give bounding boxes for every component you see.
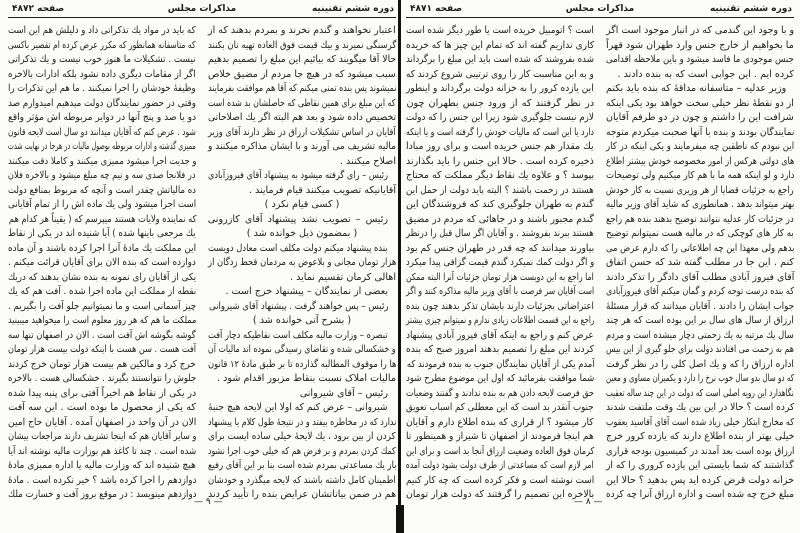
journal-title: مذاکرات مجلس (167, 4, 237, 14)
text-line (606, 242, 794, 257)
text-line-content: و با وجود این گندمی که در انبار موجود است اگر (605, 25, 794, 36)
text-line (208, 242, 396, 257)
text-line (8, 358, 196, 373)
text-line-content: گندم مجبور باشند و در جاهائی که مردم در مضیق (406, 213, 594, 225)
session-label: دوره ششم تقنینیه (311, 4, 394, 14)
text-line (8, 126, 196, 141)
text-line (406, 271, 594, 286)
session-label: دوره ششم تقنینیه (709, 4, 792, 14)
left-page (8, 0, 396, 533)
text-line (606, 430, 794, 445)
text-line (208, 184, 396, 199)
text-line-content: خرج کرد و مالکین هم بیست هزار تومان خرج کردند (8, 358, 196, 370)
text-line-content: یك مقدار هم جنس خریده است و برای روز مبادا (406, 141, 594, 152)
text-line-content: عرض کنم و راجع به اینکه آقای فیروز آبادی پیشنهاد (406, 329, 594, 341)
text-line-content: کرمان فوق العاده وضعیت ارزاق آنجا بد است و برای این (405, 445, 594, 457)
text-line-content: آقایان در اساس تشکیلات ارزاق در نظر دارند آقای وزیر (208, 126, 396, 138)
text-line-content: و به این مناسبت کار را روی ترتیبی شروع کردند که (406, 68, 594, 80)
text-line (606, 271, 794, 286)
text-line (406, 387, 594, 402)
text-line-content: خیلی بهتر از بنده اطلاع دارند که یازده کرور خرج (605, 431, 794, 442)
text-line-content: نیست . تشکیلات ما هنوز خوب نیست و یك تذکراتی (8, 54, 196, 65)
text-line-content: اگر از مقامات دیگری داده نشود بلکه ادارات بالاخره (8, 68, 196, 80)
text-line-content: وظیفهٔ خودشان را اجرا نمیکنند . ما هم این تذکرات را (8, 83, 196, 94)
text-line (208, 416, 396, 431)
text-line-content: جنوب آنقدر بد است که این معطلی کم اسباب تعویق (406, 402, 594, 413)
text-line-content: رئیس – تصویب نشد پیشنهاد آقای کازرونی (207, 213, 388, 225)
text-line (208, 53, 396, 68)
text-line-content: بعضی از نمایندگان – پیشنهاد خرج است . (225, 286, 388, 297)
text-line (8, 329, 196, 344)
text-line (606, 169, 794, 184)
text-line (208, 68, 396, 83)
text-line (208, 285, 396, 300)
text-line (606, 300, 794, 315)
text-line (8, 242, 196, 257)
text-line (606, 140, 794, 155)
text-line (8, 213, 196, 228)
text-line (8, 285, 196, 300)
text-line (8, 387, 196, 402)
text-line (208, 82, 396, 97)
text-line (606, 39, 794, 54)
text-line (8, 314, 196, 329)
text-line (208, 445, 396, 460)
text-line-content: کرده است ؟ حالا در این بین یك وقت ملتفت شدند (605, 402, 794, 413)
text-line (208, 24, 396, 39)
text-line-content: به کار های کوچکی که در مالیه هست نمیتوانم توضیح (606, 228, 794, 239)
text-line-content: دوازده است که بنده الان برای آقایان قرائت میکنم . (8, 257, 196, 268)
text-line (406, 372, 594, 387)
text-line-content: ده مالیاتش چقدر است و آنچه که مربوط بمنافع دولت (8, 184, 196, 196)
text-line (406, 126, 594, 141)
text-line-content: ارزاق بوده است بعد آمدند در کمیسیون بودجه قراری (605, 445, 794, 457)
text-line-content: که این مبلغ برای همین نقاطی که حاصلشان بد شده است (208, 97, 396, 109)
text-line (606, 401, 794, 416)
text-line-content: شما موافقت بفرمائید که اول این موضوع مطرح شود (405, 373, 594, 384)
text-line (208, 387, 396, 402)
text-line (8, 68, 196, 83)
text-line-content: هستند ببرند بفروشند . و آقایان اگر سال قبل را درنظر (406, 228, 594, 239)
text-line-content: دارد و لو اینکه همه ما با هم کار میکنیم ولی توضیحات (605, 170, 794, 181)
text-line-content: است آقایان سر فرصت با آقای وزیر مالیه مذاکره کنند و اگر (405, 286, 594, 297)
text-line-content: این نبودم که ناطقین چه میفرمایند و یکی اینکه در کار (605, 141, 794, 152)
text-line (8, 343, 196, 358)
text-line-content: هم به زحمت می افتادند دولت برای جلو گیری از این بیس (606, 344, 794, 355)
text-line (406, 285, 594, 300)
text-line (606, 227, 794, 242)
text-line (606, 82, 794, 97)
text-line (406, 53, 594, 68)
text-line-content: و جدیت اجرا میشود ممیزی میکنند و کاملا دقت میکنند (7, 155, 196, 167)
text-line-content: اعتراضاتی بجزئیات دارند بایشان تذکر بدهند چون بنده (406, 300, 594, 312)
text-line-content: که بنده درست توجه کردم و گمان میکنم آقای فیروزآبادی (605, 286, 794, 297)
text-line (208, 314, 396, 329)
text-line-content: ( بمضمون ذیل خوانده شد ) (246, 228, 358, 239)
text-line (606, 184, 794, 199)
text-line-content: دارد یا این است که مالیات خودش را گرفته است و یا اینکه (405, 126, 594, 138)
text-line-content: که باید در مواد یك تذکراتی داد و دلیلش هم این است (8, 25, 196, 36)
journal-title: مذاکرات مجلس (565, 4, 635, 14)
text-line (208, 213, 396, 228)
page-footer-number: — ۸ — (574, 497, 603, 507)
text-line (606, 97, 794, 112)
text-line (8, 111, 196, 126)
text-line-content: آقایانیکه تصویب میکنند قیام فرمایند . (248, 184, 396, 196)
text-line (606, 53, 794, 68)
text-line-content: هیچ شنیده اند که وزارت مالیه یا اداره ممیزی مادهٔ (8, 460, 196, 471)
page-gutter (398, 0, 401, 533)
text-line-content: کاری نداریم گفته اند که تمام این چیز ها که خریده (405, 39, 594, 51)
page-number: صفحه ۴۸۷۱ (410, 4, 463, 14)
text-line-content: امر لازم است که مساعدتی از طرف دولت بشود دولت آمده (406, 460, 594, 471)
text-line-content: ( کسی قیام نکرد ) (264, 199, 340, 210)
text-line (606, 387, 794, 402)
text-line (208, 198, 396, 213)
text-line-content: ( بشرح آتی خوانده شد ) (252, 315, 352, 326)
text-line-content: در فلانجا صدی سه و نیم چه مبلغ میشود و بالاخره فلان (8, 170, 196, 181)
text-line-content: راجع به این قسمت اطلاعات زیادی ندارم و نمیتوانم چیزی بیشتر (405, 315, 594, 326)
text-line-content: لازم نیست جلوگیری شود زیرا این جنس را که دولت (406, 112, 594, 123)
text-line (406, 82, 594, 97)
text-line-content: وزیر عدلیه – متاسفانه مداقهٔ که بنده باید بکنم (605, 83, 786, 94)
text-line (406, 488, 594, 503)
text-line-content: ندارد که در مخاطره بیفتد و در نتیجهٔ طول کلام یا پیشنهاد (207, 416, 396, 428)
text-line-content: اعتبار نخواهند و گندم نخرند و بمردم بدهند که از (208, 25, 396, 36)
text-line (8, 198, 196, 213)
text-line-content: اداره ارزاق را که و یك اصل کلی را در نظر گرفت (606, 358, 794, 370)
text-line-content: نمایندگان بودند و بنده با آنها صحبت میکردم متوجه (605, 126, 794, 138)
text-line (8, 53, 196, 68)
text-line-content: بدهم ولی معهذا این چه اطلاعاتی را که دارم عرض می (605, 242, 794, 254)
text-line-content: که نماینده ولایات هستند میپرسم که ( یقیناً هر کدام هم (8, 213, 196, 225)
text-line (8, 372, 196, 387)
text-line-content: کار میشود ؟ از قراری که بنده اطلاع دارم و آقایان (406, 416, 594, 428)
text-line-content: آمدم یکی از آقایان نمایندگان جنوب به بنده فرمودند که (406, 358, 594, 370)
text-line (606, 68, 794, 83)
text-line-content: چیز آسمانی است و ما نمیتوانیم جلو آفت را بگیریم . (7, 300, 196, 312)
text-line (8, 300, 196, 315)
text-line-content: نگاهدارد این رویه اصلی است که دولت در این چند ساله تعقیب (606, 387, 794, 399)
text-line-content: وقتی در حضور نمایندگان دولت میدهیم امیدوارم صد (8, 97, 196, 109)
text-line (208, 401, 396, 416)
text-line (406, 155, 594, 170)
text-line (208, 300, 396, 315)
text-line-content: اصلاح میکنند . (339, 155, 396, 167)
text-line (406, 111, 594, 126)
text-column-left (8, 24, 196, 503)
text-line-content: ذخیره کرده است . حالا این جنس را باید بگذارند (406, 155, 594, 167)
text-line (406, 140, 594, 155)
text-line (406, 430, 594, 445)
text-line-content: خزانه دولت قرض کرده اید پس بدهید ؟ حالا این (605, 474, 794, 486)
text-line (606, 285, 794, 300)
text-line (406, 24, 594, 39)
text-line (8, 271, 196, 286)
text-line (8, 445, 196, 460)
text-line-content: شده است . چند تا کاغذ هم بوزارت مالیه نوشته اند آیا (7, 445, 196, 457)
text-line-content: که متاسفانه همانطور که مکرر عرض کرده ام تقصیر باکسی (8, 39, 196, 51)
text-line-content: ممیزی گذشته و ادارات مربوطه بوصول مالیات در هرجا در نهایت شدت (8, 141, 196, 152)
text-line-content: گندم به طهران جلوگیری کند که فروشندگان این (406, 199, 594, 210)
text-line (208, 372, 396, 387)
text-line-content: مالیات املاک نسبت بنقاط مزبور اقدام شود . (217, 373, 396, 384)
text-line-content: که دو سال بدو سال خوب نرخ را دارد و یکمیزان مساوی و معین (605, 373, 794, 384)
text-line (606, 111, 794, 126)
text-line (8, 184, 196, 199)
text-line (406, 198, 594, 213)
text-line-content: نقطه از مملکت این ماده اجرا شده . آفت هم که یك (7, 286, 196, 297)
text-line (606, 155, 794, 170)
text-line-content: راجع به جزئیات قضایا از هر وزیری نسبت به کار خودش (606, 184, 794, 196)
text-line (208, 39, 396, 54)
text-line-content: اطمینان کامل داشته باشند که لایحه میگذرد و خودشان (208, 474, 396, 486)
text-line (208, 343, 396, 358)
text-line-content: حق فرصت لایحه دادن هم به بنده ندادند و گفتند وضعیات (406, 387, 594, 399)
right-page (406, 0, 794, 533)
text-line-content: اهالی کرمان تقسیم نماید . (290, 271, 396, 283)
text-line-content: آقای فیروز آبادی مطلب آقای دادگر را تذکر دادند (605, 271, 794, 283)
text-line (406, 416, 594, 431)
text-line-content: بهتر میتواند بدهد . همانطوری که شاید آقای وزیر مالیه (605, 199, 794, 210)
text-line (208, 488, 396, 503)
text-line (208, 155, 396, 170)
text-line (406, 401, 594, 416)
text-line-content: جنس موجودی ما فاسد میشود و باین ملاحظه اقدامی (606, 54, 794, 65)
text-line-content: این مملکت یك مادهٔ آنرا اجرا کرده باشند و آن ماده (7, 242, 196, 254)
text-line (8, 488, 196, 503)
text-line-content: بیاورند میدانند که چه قدر در طهران جنس کم بود (405, 242, 594, 254)
text-line-content: آفت هست . سن هست با اینکه دولت بیست هزار تومان (7, 344, 196, 355)
text-column-right (606, 24, 794, 503)
text-line-content: کردن از بین برود ، یك لایحهٔ خیلی ساده ایست برای (208, 431, 396, 442)
text-line-content: کرده ایم . این جوابی است که به بنده دادند . (617, 68, 794, 80)
text-line (406, 329, 594, 344)
text-line (8, 169, 196, 184)
text-line-content: است ؟ اتومبیل خریده است یا طور دیگر شده است (406, 25, 594, 36)
text-line (606, 445, 794, 460)
text-line-content: شود . عرض کنم که آقایان میدانند دو سال است لایحه قانون (8, 126, 196, 138)
text-line-content: تخصیص داده شود و بعد هم البته اگر یك اصلاحاتی (207, 112, 396, 123)
text-line-content: الان در آن واحد در اصفهان آمده . آقایان حاج امین (7, 416, 196, 428)
text-line-content: جلوش را نتوانستند بگیرند . خشکسالی هست . بالاخره (7, 373, 196, 384)
text-line (208, 329, 396, 344)
page-header (8, 3, 396, 18)
text-line-content: و خشکسالی شده و تقاضای رسیدگی نموده اند مالیات آن (208, 344, 396, 355)
text-line (406, 242, 594, 257)
text-line-content: کنم . این جا در مطلب گفته شد که حسن اتفاق (606, 257, 794, 268)
text-line-content: جواب ایشان را دادند . آقایان میدانند که قرار مسئلهٔ (605, 300, 794, 312)
text-line (8, 39, 196, 54)
text-line-content: شده بفروشند که شده است باید این مبلغ را برگرداند (406, 54, 594, 65)
text-line-content: های دولتی هرکس از امور مخصوصه خودش بیشتر اطلاع (605, 155, 794, 167)
text-line (606, 256, 794, 271)
text-column-left (406, 24, 594, 503)
text-line-content: دوازدهم را اجرا کرده باشد ؟ خیر نکرده است . مادهٔ (7, 474, 196, 486)
text-line (406, 343, 594, 358)
text-line (606, 358, 794, 373)
text-line (8, 256, 196, 271)
text-line (406, 213, 594, 228)
text-line-content: هستند در زحمت باشند ؟ البته باید دولت از حمل این (406, 184, 594, 196)
text-line-content: دو یا صد و پنج آنها در دوایر مربوطه اش مؤثر واقع (7, 112, 196, 123)
text-line (406, 300, 594, 315)
text-line (8, 140, 196, 155)
text-line-content: بپوسد ؟ و علاوه یك نقاط دیگر مملکت که محتاج (405, 170, 594, 181)
text-line (8, 416, 196, 431)
text-line (406, 169, 594, 184)
text-line (208, 358, 396, 373)
text-line-content: این یازده کرور را به خزانه دولت برگرداند و اینطور (406, 83, 594, 94)
text-line (406, 445, 594, 460)
text-line (208, 227, 396, 242)
text-line-content: کمك کردن بمردم و بر فرض هم که خیلی خوب اجرا نشود (208, 445, 396, 457)
text-line (406, 97, 594, 112)
text-line (8, 401, 196, 416)
text-line-content: حالا آقا میگویند که بیائیم این مبلغ را تصمیم بدهیم (207, 54, 396, 65)
text-line (406, 358, 594, 373)
text-line-content: که یکی از محصول ما بوده است . این سه آفت (8, 402, 196, 413)
text-line-content: ارزاق از سال های سال بر این بوده است که هر چند (606, 315, 794, 326)
text-line (8, 459, 196, 474)
page-gutter-shadow (396, 505, 404, 533)
text-line (406, 474, 594, 489)
text-line (406, 68, 594, 83)
text-line-content: رئیس – پس خواهند گرفت . پیشنهاد آقای شیروانی (208, 300, 388, 312)
text-line (208, 474, 396, 489)
text-line (208, 271, 396, 286)
text-line (606, 474, 794, 489)
text-line-content: اما راجع به این دویست هزار تومان جزئیات آنرا البته ممکن (406, 271, 594, 283)
text-line (406, 256, 594, 271)
text-line (406, 227, 594, 242)
text-line-content: یك مرجعی باینها شده ) آیا شنیده اند در یکی از نقاط (8, 228, 196, 239)
text-line-content: هزار تومان مجانی و بلاعوض به مردمان قحط زدگان از (207, 257, 396, 268)
text-line (8, 474, 196, 489)
text-line-content: باز یك مساعدتی بمردم شده است بنا بر این آقای رفیع (207, 460, 396, 471)
text-line-content: که مخارج ابتکار خیلی زیاد شده است آقای آقاسید یعقوب (605, 416, 794, 428)
text-column-right (208, 24, 396, 503)
text-line-content: مبلغ خرج چه شده است و اداره ارزاق آنرا چه کرده (606, 489, 794, 500)
text-line-content: شیروانی – عرض کنم که اولا این لایحه هیچ جنبهٔ (208, 402, 388, 413)
text-line-content: گرسنگی نمیرند و بیك قیمت فوق العاده تهیه نان بکنند (207, 39, 396, 51)
text-line-content: یکی از آقایان رای نمونه به بنده نشان بدهند که دریك (7, 271, 196, 283)
text-line-content: ما بخواهیم از خارج جنس وارد طهران شود قهراً (606, 39, 794, 51)
text-line (208, 111, 396, 126)
text-line-content: شرافت این را داشتم و چون در دو طرفم آقایان (606, 112, 794, 123)
text-line-content: و سایر آقایان هم که اینجا تشریف دارند مراجعات بیشان (7, 431, 196, 442)
text-line-content: رئیس – رای گرفته میشود به پیشنهاد آقای فیروزآبادی (208, 170, 388, 181)
page-footer-number: — ۹ — (194, 497, 223, 507)
text-line-content: ها را موقوف المطالبه گذارده تا بر طبق مادهٔ ۱۲ قانون (207, 358, 396, 370)
text-line (606, 459, 794, 474)
text-line-content: بنده پیشنهاد میکنم دولت مکلف است معادل دویست (208, 242, 388, 254)
text-line-content: و اگر دولت کمك نمیکرد گندم قیمت گزافی پیدا میکرد (405, 257, 594, 268)
text-line (606, 488, 794, 503)
text-line (606, 314, 794, 329)
text-line-content: است اجرا میشود ولی یك ماده اش را از تمام آقایانی (7, 199, 196, 210)
text-line (8, 430, 196, 445)
text-line (406, 184, 594, 199)
text-line (406, 314, 594, 329)
text-line (208, 430, 396, 445)
text-line (8, 24, 196, 39)
text-line (606, 329, 794, 344)
text-line (208, 140, 396, 155)
text-line-content: دوازدهم مینویسد : در موقع بروز آفت و خسارت ملك (7, 489, 196, 500)
text-line-content: رئیس – آقای شیروانی (299, 387, 388, 399)
text-line-content: هم در ضمن بیاناتشان عرایض بنده را تأیید کردند (207, 489, 396, 500)
text-line (406, 459, 594, 474)
text-line (8, 97, 196, 112)
text-line-content: گذاشتند که شما بایستی این یازده کروری را که از (606, 460, 794, 471)
text-line-content: است نوشته است و فکر کرده است که چه کار کنیم (405, 474, 594, 486)
text-line-content: از دو نقطهٔ نظر خیلی سخت خواهد بود یکی اینکه (606, 97, 794, 109)
text-line (8, 155, 196, 170)
text-line (8, 227, 196, 242)
text-line (606, 372, 794, 387)
text-line (208, 97, 396, 112)
text-line (606, 343, 794, 358)
text-line-content: مملکت ما هم که هر روز معلوم است را میخواهید میبینید (7, 315, 196, 326)
text-line (208, 256, 396, 271)
text-line (406, 39, 594, 54)
text-line (606, 24, 794, 39)
text-line-content: سال یك مرتبه به یك زحمتی دچار میشده است و مردم (606, 329, 794, 341)
text-line (208, 459, 396, 474)
text-line (606, 198, 794, 213)
text-line-content: در نظر گرفتند که از ورود جنس بطهران چون (406, 97, 594, 109)
text-line-content: بالاخره این تصمیم را گرفتند که دولت هزار تومان (405, 489, 594, 500)
page-number: صفحه ۴۸۷۲ (12, 4, 65, 14)
text-line-content: سبب میشود که در هیچ جا مردم از مضیق خلاص (208, 68, 396, 80)
text-line-content: هم اینجا فرمودند از اصفهان تا شیراز و همینطور تا (406, 431, 594, 442)
text-line (606, 416, 794, 431)
text-line-content: گوشه بگوشه اش آفت است . الان در اصفهان تنها سه (8, 329, 196, 341)
text-line-content: مالیه تشریف می آورند و با ایشان مذاکره میکنند و (208, 141, 396, 152)
text-line-content: نمیشوند پس بنده تمنی میکنم که آقا هم موافقت بفرمایند (207, 83, 396, 94)
text-line (208, 126, 396, 141)
text-line (606, 126, 794, 141)
text-line-content: در جزئیات کار عدلیه نتوانند توضیح بدهند بنده هم راجع (606, 213, 794, 225)
text-line-content: تبصره – وزارت مالیه مکلف است نقاطیکه دچار آفت (208, 329, 388, 341)
page-header (406, 3, 794, 18)
text-line (208, 169, 396, 184)
text-line-content: کردند این مبلغ را تصمیم بدهند امروز صبح که بنده (406, 344, 594, 355)
text-line-content: در یکی از نقاط هم اخیراً آفتی برای پنبه پیدا شده (7, 387, 196, 399)
text-line (606, 213, 794, 228)
text-line (8, 82, 196, 97)
